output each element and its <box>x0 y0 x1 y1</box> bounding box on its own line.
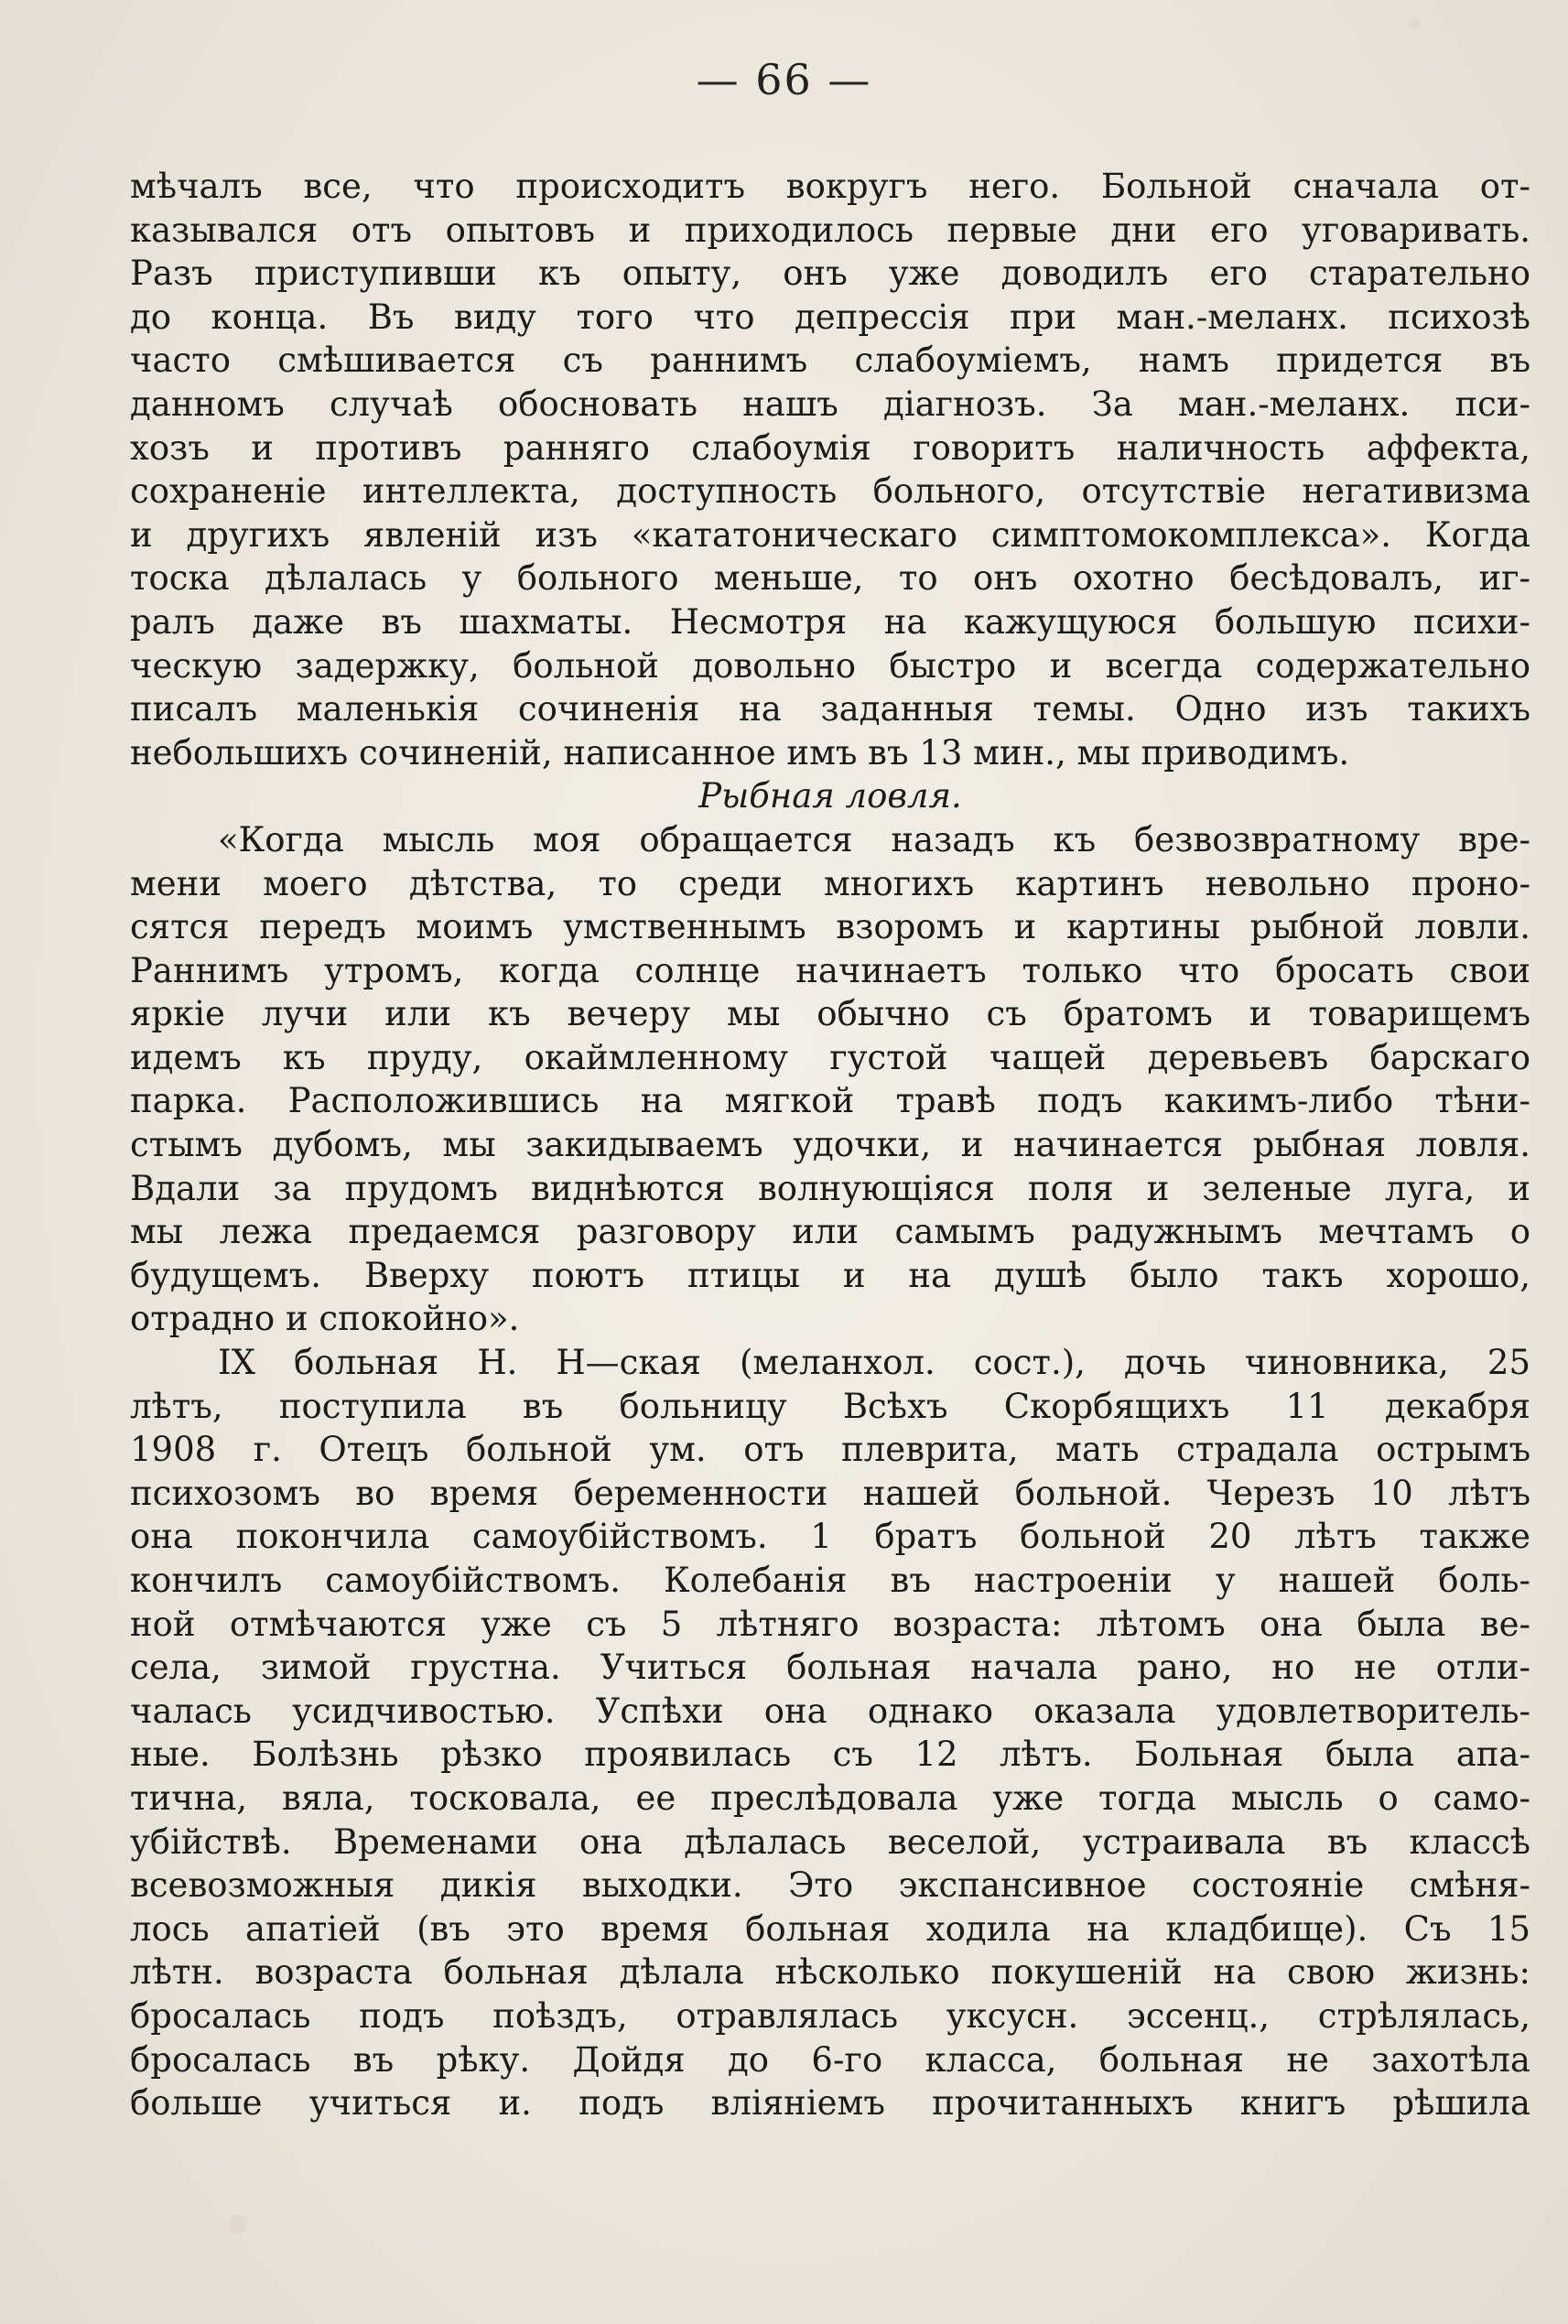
ink-speck <box>229 2215 247 2233</box>
text-line: «Когда мысль моя обращается назадъ къ безвозвратному вре- <box>218 819 1530 859</box>
text-line: бросалась въ рѣку. Дойдя до 6-го класса, больная не захотѣла <box>130 2039 1530 2080</box>
text-line: идемъ къ пруду, окаймленному густой чащей деревьевъ барскаго <box>130 1037 1530 1077</box>
text-line: часто смѣшивается съ раннимъ слабоуміемъ, намъ придется въ <box>130 340 1530 381</box>
text-line: Разъ приступивши къ опыту, онъ уже доводилъ его старательно <box>130 254 1530 294</box>
body-text <box>130 165 1530 2125</box>
text-line: лѣтн. возраста больная дѣлала нѣсколько покушеній на свою жизнь: <box>130 1952 1530 1993</box>
text-line: психозомъ во время беременности нашей больной. Черезъ 10 лѣтъ <box>130 1473 1530 1513</box>
text-line: отрадно и спокойно». <box>130 1299 520 1339</box>
text-line: тоска дѣлалась у больного меньше, то онъ охотно бесѣдовалъ, иг- <box>130 558 1530 599</box>
text-line: и другихъ явленій изъ «кататоническаго симптомокомплекса». Когда <box>130 514 1530 555</box>
text-line: сохраненіе интеллекта, доступность больного, отсутствіе негативизма <box>130 471 1530 512</box>
text-line: парка. Расположившись на мягкой травѣ подъ какимъ-либо тѣни- <box>130 1081 1530 1121</box>
paragraph <box>130 165 1530 774</box>
text-line: мени моего дѣтства, то среди многихъ картинъ невольно проно- <box>130 863 1530 903</box>
text-line: лось апатіей (въ это время больная ходила на кладбище). Съ 15 <box>130 1908 1530 1949</box>
text-line: стымъ дубомъ, мы закидываемъ удочки, и начинается рыбная ловля. <box>130 1125 1530 1165</box>
text-line: Раннимъ утромъ, когда солнце начинаетъ только что бросать свои <box>130 950 1530 990</box>
text-line: лѣтъ, поступила въ больницу Всѣхъ Скорбящихъ 11 декабря <box>130 1386 1530 1426</box>
text-line: яркіе лучи или къ вечеру мы обычно съ братомъ и товарищемъ <box>130 994 1530 1034</box>
text-line: ной отмѣчаются уже съ 5 лѣтняго возраста: лѣтомъ она была ве- <box>130 1604 1530 1644</box>
page-number: — 66 — <box>696 55 872 104</box>
text-line: больше учиться и. подъ вліяніемъ прочитанныхъ книгъ рѣшила <box>130 2083 1530 2124</box>
text-line: ралъ даже въ шахматы. Несмотря на кажущуюся большую психи- <box>130 601 1530 642</box>
text-line: 1908 г. Отецъ больной ум. отъ плеврита, мать страдала острымъ <box>130 1430 1530 1470</box>
text-line: небольшихъ сочиненій, написанное имъ въ 13 мин., мы приводимъ. <box>130 732 1350 773</box>
text-line: кончилъ самоубійствомъ. Колебанія въ настроеніи у нашей боль- <box>130 1561 1530 1600</box>
text-line: мѣчалъ все, что происходитъ вокругъ него. Больной сначала от- <box>130 167 1530 206</box>
text-line: бросалась подъ поѣздъ, отравлялась уксусн. эссенц., стрѣлялась, <box>130 1995 1530 2036</box>
text-line: чалась усидчивостью. Успѣхи она однако оказала удовлетворитель- <box>130 1691 1530 1731</box>
text-line: она покончила самоубійствомъ. 1 братъ больной 20 лѣтъ также <box>130 1517 1530 1557</box>
text-line: села, зимой грустна. Учиться больная начала рано, но не отли- <box>130 1648 1530 1688</box>
text-line: данномъ случаѣ обосновать нашъ діагнозъ. За ман.-меланх. пси- <box>130 384 1530 424</box>
text-line: мы лежа предаемся разговору или самымъ радужнымъ мечтамъ о <box>130 1212 1530 1252</box>
ink-speck <box>1410 18 1421 29</box>
paragraph <box>130 1341 1530 2125</box>
section-heading <box>130 774 1530 818</box>
text-line: сятся передъ моимъ умственнымъ взоромъ и картины рыбной ловли. <box>130 907 1530 947</box>
text-line: всевозможныя дикія выходки. Это экспансивное состояніе смѣня- <box>130 1865 1530 1906</box>
heading-line: Рыбная ловля. <box>698 776 962 816</box>
text-line: IX больная Н. Н—ская (меланхол. сост.), дочь чиновника, 25 <box>218 1343 1530 1383</box>
paragraph <box>130 818 1530 1341</box>
text-line: до конца. Въ виду того что депрессія при ман.-меланх. психозѣ <box>130 297 1530 337</box>
text-line: ческую задержку, больной довольно быстро и всегда содержательно <box>130 645 1530 686</box>
text-line: убійствѣ. Временами она дѣлалась веселой, устраивала въ классѣ <box>130 1821 1530 1862</box>
text-line: писалъ маленькія сочиненія на заданныя темы. Одно изъ такихъ <box>130 689 1530 730</box>
text-line: казывался отъ опытовъ и приходилось первые дни его уговаривать. <box>130 210 1530 250</box>
text-line: хозъ и противъ ранняго слабоумія говоритъ наличность аффекта, <box>130 427 1530 468</box>
text-line: Вдали за прудомъ виднѣются волнующіяся поля и зеленые луга, и <box>130 1168 1530 1208</box>
text-line: тична, вяла, тосковала, ее преслѣдовала уже тогда мысль о само- <box>130 1778 1530 1818</box>
text-line: ные. Болѣзнь рѣзко проявилась съ 12 лѣтъ. Больная была апа- <box>130 1735 1530 1775</box>
text-line: будущемъ. Вверху поютъ птицы и на душѣ было такъ хорошо, <box>130 1255 1530 1295</box>
